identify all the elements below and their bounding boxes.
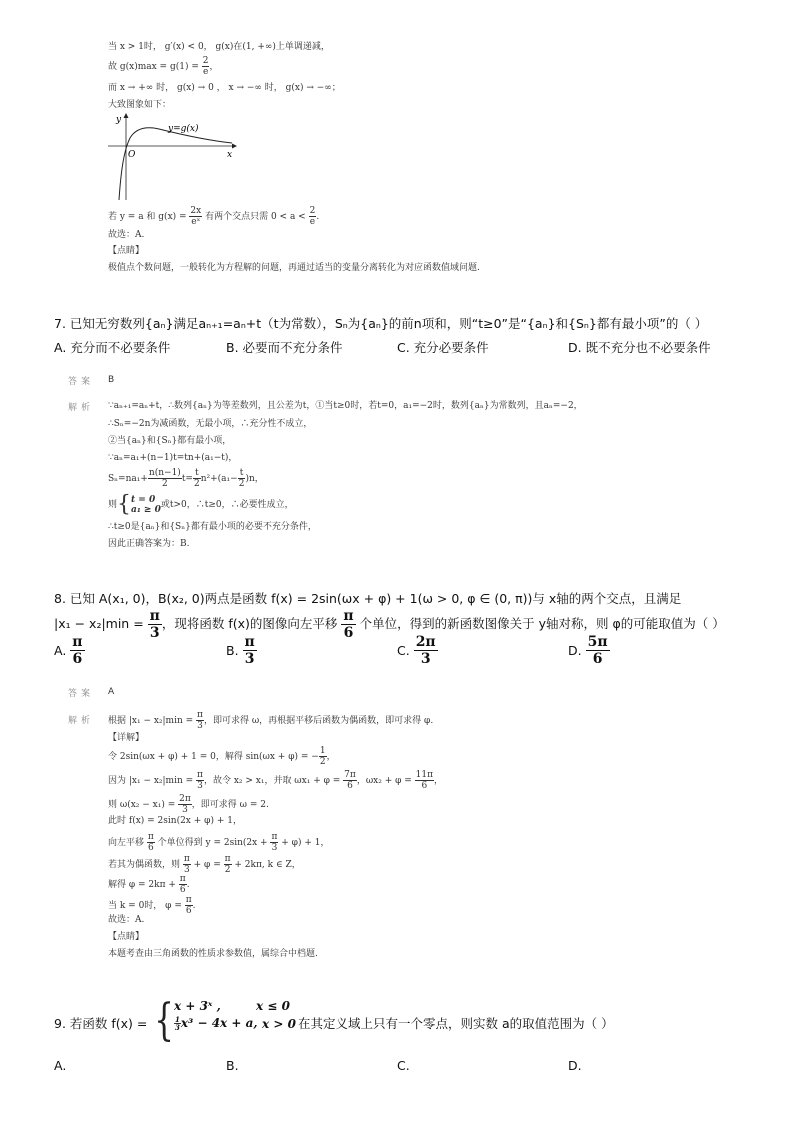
q9-option-d[interactable]: D.	[568, 1058, 582, 1073]
q8-analysis-1	[108, 710, 433, 731]
text: .	[186, 880, 190, 890]
frac-den: e	[309, 217, 316, 227]
q8-analysis-8	[108, 854, 301, 875]
frac-den: 6	[592, 651, 603, 667]
fraction	[178, 794, 192, 815]
curve-label: y=g(x)	[168, 124, 199, 134]
frac-num: 2	[202, 56, 209, 66]
q7-answer-label: 答案	[68, 377, 95, 387]
frac-num: π	[244, 634, 255, 650]
frac-den: 2	[238, 479, 245, 489]
frac-num: π	[197, 770, 203, 780]
text: 有两个交点只需 0 < a <	[202, 212, 309, 222]
q7-option-d[interactable]: D. 既不充分也不必要条件	[568, 340, 711, 355]
q7-analysis-5	[108, 468, 264, 489]
q8-analysis-9	[108, 874, 190, 895]
intro-line-7: 【点睛】	[108, 246, 145, 256]
intro-line-8: 极值点个数问题，一般转化为方程解的问题，再通过适当的变量分离转化为对应函数值域问题.	[108, 263, 480, 273]
text: ，即可求得 ω，再根据平移后函数为偶函数，即可求得 φ.	[203, 716, 434, 726]
text: ，	[434, 776, 444, 786]
q7-analysis-6	[108, 494, 294, 520]
q8-stem-line-2	[54, 608, 725, 641]
frac-num: 11π	[415, 770, 434, 780]
text: 因为 |x₁ − x₂|min =	[108, 776, 197, 786]
curve-g	[119, 128, 232, 200]
q7-option-b[interactable]: B. 必要而不充分条件	[226, 340, 343, 355]
text: 或t>0，∴t≥0，∴必要性成立，	[160, 500, 294, 510]
q9-option-c[interactable]: C.	[397, 1058, 410, 1073]
frac-den: 2	[193, 479, 200, 489]
text: ，现将函数 f(x)的图像向左平移	[161, 616, 342, 631]
text: 解得 φ = 2kπ +	[108, 880, 179, 890]
fraction	[193, 468, 201, 489]
q8-analysis-3	[108, 746, 336, 767]
text: )n，	[245, 474, 264, 484]
q8-analysis-10	[108, 895, 196, 916]
q8-option-b[interactable]	[226, 634, 257, 667]
frac-den: 3	[182, 805, 188, 815]
fraction	[415, 770, 434, 791]
frac-den: 6	[179, 885, 186, 895]
x-axis-arrow	[232, 144, 237, 149]
frac-num: π	[197, 710, 203, 720]
intro-line-2	[108, 56, 218, 77]
q7-analysis-1: ∵aₙ₊₁=aₙ+t，∴数列{aₙ}为等差数列，且公差为t，①当t≥0时，若t=0，a₁=−2时，数列{aₙ}为常数列，且aₙ=−2，	[108, 401, 583, 411]
frac-num: π	[179, 874, 186, 884]
fraction	[148, 608, 162, 641]
option-label: A.	[54, 643, 67, 658]
frac-den: 3	[175, 1023, 180, 1032]
q7-analysis-7: ∴t≥0是{aₙ}和{Sₙ}都有最小项的必要不充分条件，	[108, 522, 317, 532]
q9-suffix: 在其定义域上只有一个零点，则实数 a的取值范围为（ ）	[298, 1016, 614, 1031]
frac-den: 3	[244, 651, 255, 667]
fraction	[224, 854, 232, 875]
q7-option-c[interactable]: C. 充分必要条件	[397, 340, 489, 355]
text: 当 k = 0时， φ =	[108, 901, 185, 911]
frac-num: π	[147, 832, 154, 842]
q8-analysis-7	[108, 832, 329, 853]
x-axis-label: x	[227, 150, 233, 160]
text: .	[192, 901, 196, 911]
system-row-1: t = 0	[131, 495, 156, 505]
frac-num: 2x	[190, 206, 202, 216]
intro-line-2-end: ，	[209, 62, 219, 72]
intro-line-6: 故选：A.	[108, 230, 145, 240]
frac-num: π	[224, 854, 231, 864]
text: 根据 |x₁ − x₂|min =	[108, 716, 197, 726]
text: 个单位得到 y = 2sin(2x +	[154, 838, 271, 848]
q9-case-1-expr: x + 3ˣ ,	[174, 999, 221, 1013]
fraction	[185, 895, 193, 916]
frac-num: t	[238, 468, 246, 479]
frac-num: 7π	[344, 770, 356, 780]
function-graph	[104, 110, 244, 202]
q9-prefix: 9. 若函数 f(x) =	[54, 1016, 148, 1031]
fraction	[147, 832, 155, 853]
frac-num: π	[149, 608, 160, 624]
option-label: B.	[226, 643, 239, 658]
text: .	[316, 212, 320, 222]
option-value	[243, 634, 257, 667]
frac-num: t	[193, 468, 201, 479]
intro-line-5	[108, 206, 319, 227]
text: ，ωx₂ + φ =	[356, 776, 415, 786]
text: ，	[326, 752, 336, 762]
frac-num: π	[343, 608, 354, 624]
q7-stem: 7. 已知无穷数列{aₙ}满足aₙ₊₁=aₙ+t（t为常数），Sₙ为{aₙ}的前n项和，则“t≥0”是“{aₙ}和{Sₙ}都有最小项”的（ ）	[54, 316, 708, 331]
q7-analysis-label: 解析	[68, 403, 95, 413]
q9-option-b[interactable]: B.	[226, 1058, 239, 1073]
q8-analysis-5	[108, 794, 269, 815]
frac-num: π	[271, 832, 278, 842]
frac-num: π	[185, 895, 192, 905]
q8-answer: A	[108, 687, 115, 697]
left-brace: {	[117, 492, 132, 517]
frac-den: 2	[162, 479, 168, 489]
q8-stem-line-1: 8. 已知 A(x₁, 0)，B(x₂, 0)两点是函数 f(x) = 2sin(ωx + φ) + 1(ω > 0, φ ∈ (0, π))与 x轴的两个交点，且满足	[54, 591, 682, 606]
fraction	[148, 468, 182, 489]
frac-den: 6	[185, 906, 192, 916]
frac-den: 2	[224, 865, 231, 875]
text: 若其为偶函数，则	[108, 860, 183, 870]
origin-label: O	[128, 150, 136, 160]
q7-analysis-2: ∴Sₙ=−2n为减函数，无最小项，∴充分性不成立，	[108, 419, 313, 429]
frac-num: n(n−1)	[148, 468, 181, 478]
q8-option-a[interactable]	[54, 634, 85, 667]
frac-den: 6	[72, 651, 83, 667]
q9-case-1-cond: x ≤ 0	[256, 999, 290, 1013]
fraction	[341, 608, 355, 641]
option-value	[414, 634, 438, 667]
q7-analysis-8: 因此正确答案为：B.	[108, 539, 190, 549]
q8-option-d[interactable]	[568, 634, 610, 667]
frac-num: π	[183, 854, 190, 864]
text: 若 y = a 和 g(x) =	[108, 212, 190, 222]
fraction	[174, 1016, 181, 1031]
intro-line-4: 大致图象如下：	[108, 100, 172, 110]
frac-num: 1	[319, 746, 326, 756]
intro-line-3: 而 x → +∞ 时， g(x) → 0 ， x → −∞ 时， g(x) → −∞；	[108, 83, 341, 93]
fraction	[189, 206, 202, 227]
text: + φ =	[190, 860, 224, 870]
system	[131, 495, 161, 515]
option-value	[70, 634, 84, 667]
y-axis-arrow	[124, 113, 129, 118]
intro-line-1: 当 x > 1时， g′(x) < 0， g(x)在(1, +∞)上单调递减，	[108, 42, 330, 52]
fraction	[183, 854, 191, 875]
q8-analysis-13: 本题考查由三角函数的性质求参数值，属综合中档题.	[108, 949, 318, 959]
frac-den: 3	[149, 625, 160, 641]
system-row-2: a₁ ≥ 0	[131, 505, 161, 515]
frac-den: 6	[421, 781, 428, 791]
q7-analysis-3: ②当{aₙ}和{Sₙ}都有最小项，	[108, 436, 232, 446]
q7-analysis-4: ∵aₙ=a₁+(n−1)t=tn+(a₁−t)，	[108, 453, 238, 463]
frac-den: 3	[420, 651, 431, 667]
q8-answer-label: 答案	[68, 689, 95, 699]
frac-den: 3	[197, 721, 203, 731]
text: Sₙ=na₁+	[108, 474, 148, 484]
q8-option-c[interactable]	[397, 634, 438, 667]
text: 向左平移	[108, 838, 147, 848]
frac-num: 1	[175, 1015, 180, 1024]
text: + φ) + 1，	[278, 838, 330, 848]
text: t=	[181, 474, 193, 484]
frac-den: 6	[343, 625, 354, 641]
fraction	[196, 770, 204, 791]
text: 个单位，得到的新函数图像关于 y轴对称，则 φ的可能取值为（ ）	[355, 616, 725, 631]
frac-den: 3	[183, 865, 190, 875]
q8-analysis-12: 【点睛】	[108, 932, 145, 942]
frac-num: 2	[309, 206, 316, 216]
frac-den: eˣ	[191, 217, 201, 227]
option-value	[586, 634, 610, 667]
frac-den: 6	[347, 781, 353, 791]
option-label: D.	[568, 643, 582, 658]
q8-analysis-label: 解析	[68, 716, 95, 726]
frac-den: 2	[319, 757, 326, 767]
q9-left-brace: {	[154, 995, 174, 1046]
text: 则 ω(x₂ − x₁) =	[108, 800, 179, 810]
q8-analysis-11: 故选：A.	[108, 915, 145, 925]
frac-den: 6	[147, 843, 154, 853]
text: 令 2sin(ωx + φ) + 1 = 0，解得 sin(ωx + φ) = −	[108, 752, 319, 762]
frac-den: 3	[197, 781, 203, 791]
text: ，故令 x₂ > x₁，并取 ωx₁ + φ =	[203, 776, 344, 786]
text: 则	[108, 500, 118, 510]
fraction	[319, 746, 327, 767]
fraction	[179, 874, 187, 895]
y-axis-label: y	[116, 115, 122, 125]
text: n²+(a₁−	[200, 474, 238, 484]
frac-num: 2π	[179, 794, 191, 804]
q7-answer: B	[108, 375, 115, 385]
frac-num: 2π	[415, 634, 436, 650]
q9-case-2	[174, 1015, 258, 1031]
option-label: C.	[397, 643, 410, 658]
q8-analysis-6: 此时 f(x) = 2sin(2x + φ) + 1，	[108, 816, 242, 826]
q9-option-a[interactable]: A.	[54, 1058, 67, 1073]
frac-num: 5π	[587, 634, 608, 650]
text: + 2kπ, k ∈ Z，	[231, 860, 301, 870]
fraction	[196, 710, 204, 731]
frac-den: e	[202, 67, 209, 77]
text: ，即可求得 ω = 2.	[191, 800, 269, 810]
q7-option-a[interactable]: A. 充分而不必要条件	[54, 340, 171, 355]
fraction	[343, 770, 357, 791]
q8-analysis-4	[108, 770, 443, 791]
q9-case-2-cond: x > 0	[262, 1017, 296, 1031]
text: x³ − 4x + a,	[180, 1016, 258, 1030]
frac-den: 3	[271, 843, 278, 853]
text: |x₁ − x₂|min =	[54, 616, 148, 631]
intro-line-2-text: 故 g(x)max = g(1) =	[108, 62, 202, 72]
frac-num: π	[72, 634, 83, 650]
q8-analysis-2: 【详解】	[108, 733, 145, 743]
